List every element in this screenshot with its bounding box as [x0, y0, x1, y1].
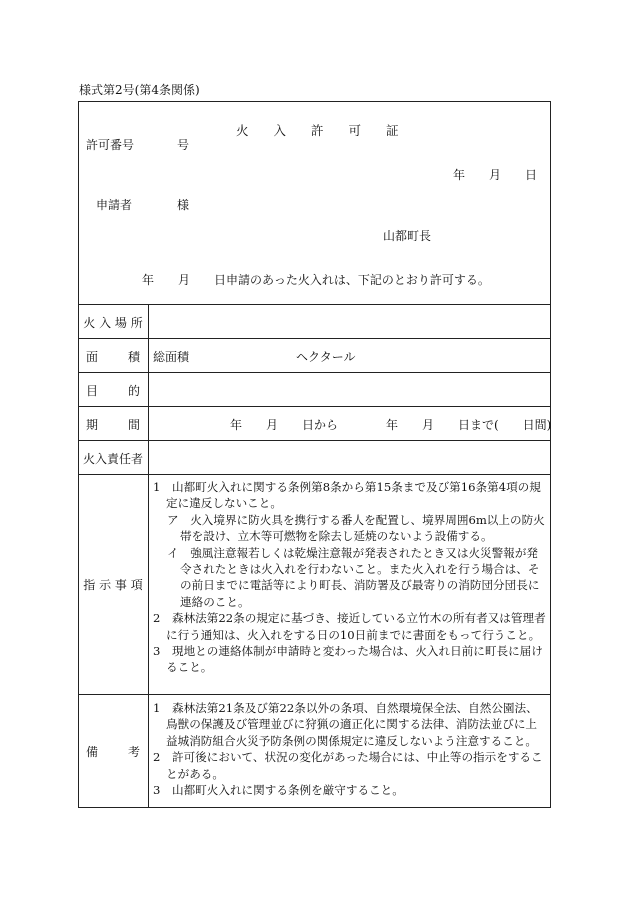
- instruction-subitem: ア 火入境界に防火具を携行する番人を配置し、境界周囲6m以上の防火帯を設け、立木等可燃物を除去し延焼のないよう設備する。: [167, 512, 545, 544]
- area-label: [86, 348, 140, 365]
- permit-title: 火 入 許 可 証: [236, 123, 399, 138]
- permit-number-label: 許可番号: [86, 138, 135, 152]
- label-column-divider: [148, 304, 149, 807]
- period-label-char: 期: [86, 418, 99, 432]
- area-label-char: 積: [127, 350, 140, 364]
- instructions-body: [153, 479, 547, 676]
- location-label: 火 入 場 所: [83, 316, 143, 330]
- instructions-label: 指 示 事 項: [83, 578, 143, 592]
- remark-item: 3 山都町火入れに関する条例を厳守すること。: [153, 783, 404, 798]
- period-label-char: 間: [127, 418, 140, 432]
- purpose-label-char: 目: [86, 384, 99, 398]
- instruction-item: 1 山都町火入れに関する条例第8条から第15条まで及び第16条第4項の規定に違反しないこと。: [153, 480, 541, 511]
- applicant-label: 申請者: [96, 198, 133, 212]
- permit-number-suffix: 号: [177, 138, 190, 152]
- permit-statement: 年 月 日申請のあった火入れは、下記のとおり許可する。: [142, 273, 490, 287]
- remark-item: 1 森林法第21条及び第22条以外の条項、自然環境保全法、自然公園法、鳥獣の保護及び管理並びに狩猟の適正化に関する法律、消防法並びに上益城消防組合火災予防条例の関係規定に違反しないよう注意すること。: [153, 701, 538, 748]
- remarks-label: [86, 743, 140, 760]
- instruction-subitem: イ 強風注意報若しくは乾燥注意報が発表されたとき又は火災警報が発令されたときは火入れを行わないこと。また火入れを行う場合は、その前日までに電話等により町長、消防署及び最寄りの消防団分団長に連絡のこと。: [167, 545, 540, 609]
- instruction-item: 2 森林法第22条の規定に基づき、接近している立竹木の所有者又は管理者に行う通知は、火入れをする日の10日前までに書面をもって行うこと。: [153, 611, 546, 642]
- purpose-label: [86, 382, 140, 399]
- remark-item: 2 許可後において、状況の変化があった場合には、中止等の指示をすることがある。: [153, 750, 543, 781]
- applicant-suffix: 様: [177, 198, 190, 212]
- responsible-person-label: 火入責任者: [82, 452, 143, 466]
- issuer-name: 山都町長: [383, 229, 432, 243]
- area-label-char: 面: [86, 350, 99, 364]
- purpose-label-char: 的: [127, 384, 140, 398]
- period-label: [86, 416, 140, 433]
- form-number: 様式第2号(第4条関係): [79, 83, 200, 97]
- remarks-body: [153, 700, 547, 798]
- remarks-label-char: 考: [127, 745, 140, 759]
- instruction-item: 3 現地との連絡体制が申請時と変わった場合は、火入れ日前に町長に届けること。: [153, 644, 543, 675]
- area-unit: ヘクタール: [296, 350, 356, 364]
- period-text: 年 月 日から 年 月 日まで( 日間): [230, 418, 552, 432]
- issue-date: 年 月 日: [453, 168, 538, 182]
- area-total-label: 総面積: [153, 350, 190, 364]
- remarks-label-char: 備: [86, 745, 99, 759]
